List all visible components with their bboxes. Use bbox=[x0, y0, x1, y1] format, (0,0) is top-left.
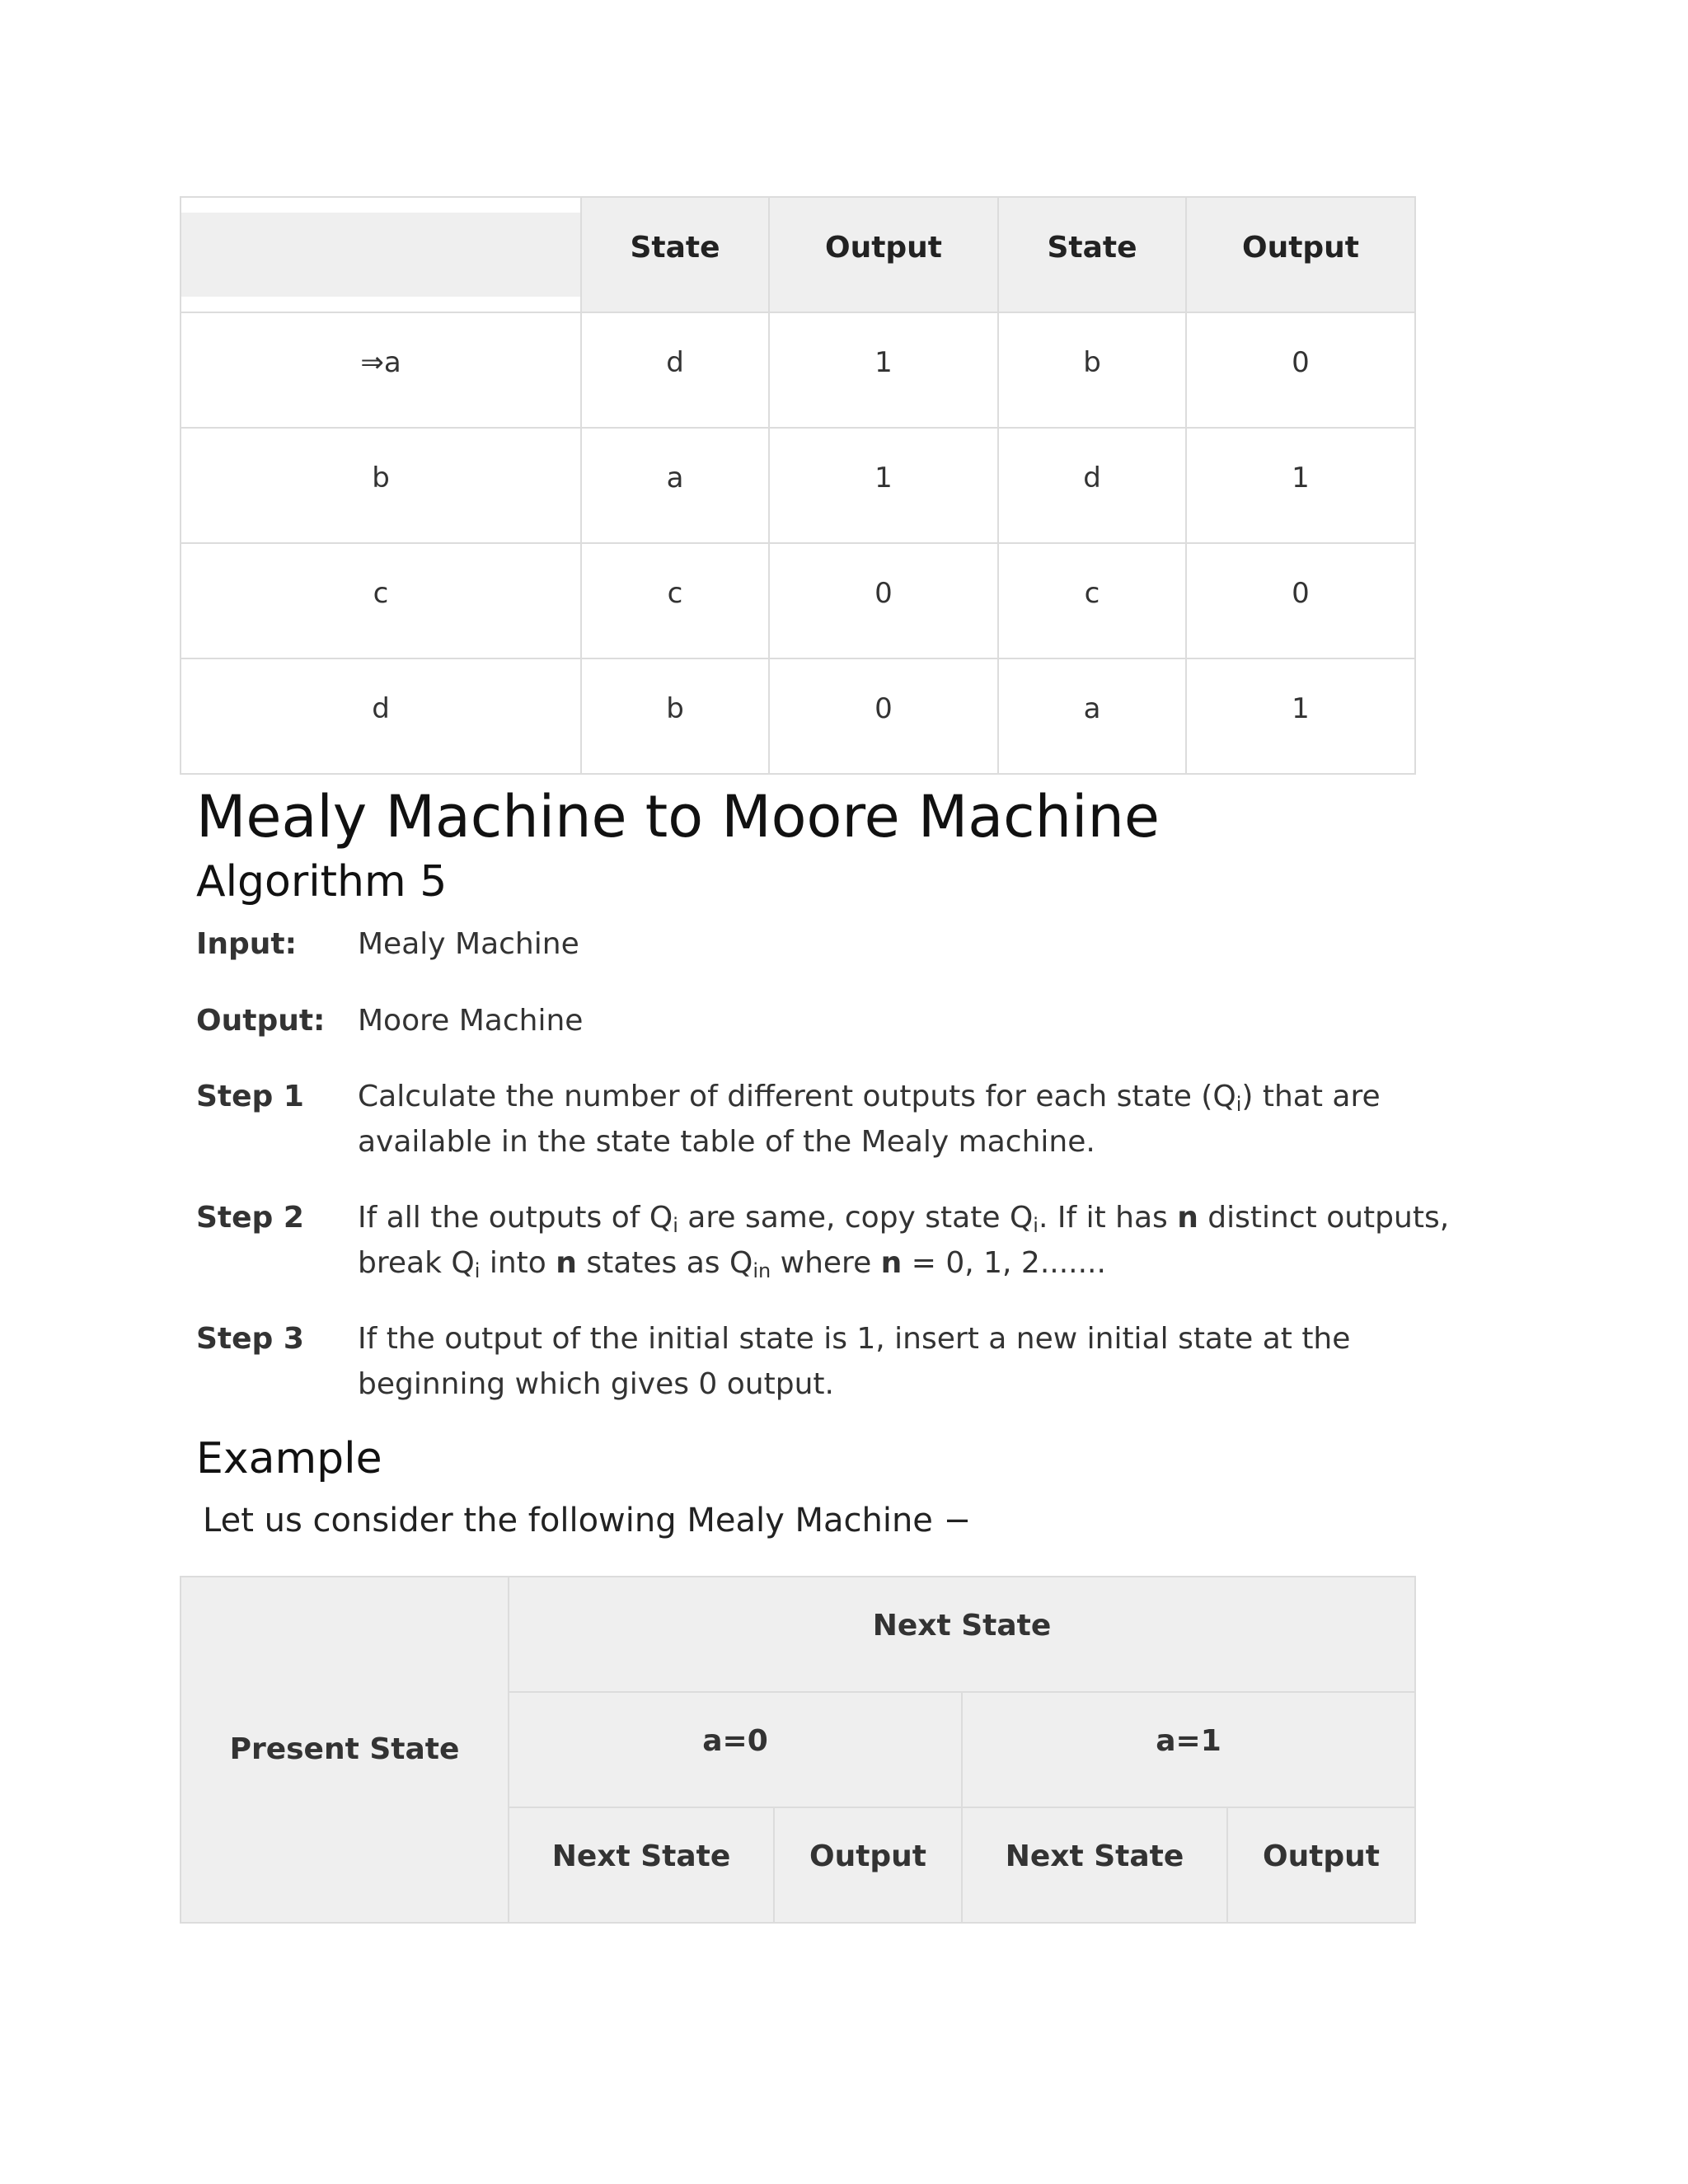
state-table-1 bbox=[180, 196, 1416, 775]
step-2-part: are same, copy state Q bbox=[678, 1201, 1034, 1235]
header-cell: State bbox=[581, 197, 769, 312]
step-1-part: Calculate the number of different outputs for each state (Q bbox=[358, 1080, 1236, 1113]
example-title: Example bbox=[196, 1434, 382, 1483]
table-cell: ⇒a bbox=[181, 312, 581, 428]
table-cell: d bbox=[581, 312, 769, 428]
table-row bbox=[181, 428, 1415, 543]
next-state-header: Next State bbox=[509, 1577, 1415, 1692]
table-cell: b bbox=[998, 312, 1186, 428]
step-1-label: Step 1 bbox=[196, 1080, 304, 1113]
table-cell: 0 bbox=[769, 543, 998, 658]
header-cell: Output bbox=[1186, 197, 1415, 312]
table-cell: d bbox=[181, 658, 581, 774]
subscript: i bbox=[673, 1214, 678, 1237]
algorithm-step-1 bbox=[196, 1074, 1482, 1165]
step-2-part: where bbox=[771, 1246, 881, 1280]
step-1-part: available in the state table of the Mealy machine. bbox=[358, 1125, 1095, 1159]
input-a1-header: a=1 bbox=[962, 1692, 1415, 1807]
step-3-part: beginning which gives 0 output. bbox=[358, 1367, 834, 1401]
table-header-row bbox=[181, 1577, 1415, 1692]
subscript: i bbox=[1236, 1093, 1242, 1116]
present-state-header: Present State bbox=[181, 1577, 509, 1923]
table-cell: 1 bbox=[1186, 658, 1415, 774]
header-cell: Next State bbox=[509, 1807, 774, 1923]
table-cell: a bbox=[998, 658, 1186, 774]
subscript: i bbox=[1033, 1214, 1039, 1237]
step-2-part: states as Q bbox=[576, 1246, 753, 1280]
header-cell-blank bbox=[181, 197, 581, 312]
table-cell: 0 bbox=[1186, 543, 1415, 658]
table-cell: 1 bbox=[1186, 428, 1415, 543]
step-2-part: = 0, 1, 2....... bbox=[902, 1246, 1106, 1280]
algorithm-step-3 bbox=[196, 1316, 1482, 1407]
bold-n: n bbox=[1177, 1201, 1198, 1235]
table-row bbox=[181, 543, 1415, 658]
step-1-part: ) that are bbox=[1241, 1080, 1381, 1113]
table-cell: 0 bbox=[1186, 312, 1415, 428]
algorithm-output-row bbox=[196, 998, 1482, 1043]
mealy-machine-table bbox=[180, 1576, 1416, 1924]
step-2-part: into bbox=[480, 1246, 556, 1280]
output-value: Moore Machine bbox=[358, 1004, 584, 1038]
table-cell: b bbox=[581, 658, 769, 774]
table-row bbox=[181, 658, 1415, 774]
table-cell: a bbox=[581, 428, 769, 543]
header-cell: State bbox=[998, 197, 1186, 312]
table-cell: c bbox=[581, 543, 769, 658]
table-header-row bbox=[181, 197, 1415, 312]
algorithm-step-2 bbox=[196, 1195, 1482, 1286]
table-row bbox=[181, 312, 1415, 428]
table-cell: c bbox=[998, 543, 1186, 658]
header-cell: Output bbox=[1227, 1807, 1415, 1923]
step-2-part: distinct outputs, bbox=[1198, 1201, 1450, 1235]
table-cell: 1 bbox=[769, 312, 998, 428]
step-2-part: If all the outputs of Q bbox=[358, 1201, 673, 1235]
algorithm-input-row bbox=[196, 921, 1482, 967]
table-cell: c bbox=[181, 543, 581, 658]
step-2-part: . If it has bbox=[1038, 1201, 1178, 1235]
step-3-text bbox=[358, 1316, 1512, 1407]
subscript: i bbox=[474, 1259, 481, 1282]
table-cell: b bbox=[181, 428, 581, 543]
bold-n: n bbox=[556, 1246, 577, 1280]
table-cell: 1 bbox=[769, 428, 998, 543]
header-cell: Next State bbox=[962, 1807, 1227, 1923]
step-2-label: Step 2 bbox=[196, 1201, 304, 1235]
header-cell: Output bbox=[774, 1807, 962, 1923]
step-2-text bbox=[358, 1195, 1512, 1286]
input-value: Mealy Machine bbox=[358, 927, 579, 961]
step-2-part: break Q bbox=[358, 1246, 475, 1280]
subscript: in bbox=[753, 1259, 771, 1282]
table-cell: 0 bbox=[769, 658, 998, 774]
bold-n: n bbox=[880, 1246, 903, 1280]
output-label: Output: bbox=[196, 1004, 326, 1038]
input-label: Input: bbox=[196, 927, 298, 961]
table-cell: d bbox=[998, 428, 1186, 543]
example-intro: Let us consider the following Mealy Machine − bbox=[203, 1502, 972, 1540]
header-shade bbox=[181, 213, 580, 297]
step-3-part: If the output of the initial state is 1, insert a new initial state at the bbox=[358, 1322, 1351, 1356]
input-a0-header: a=0 bbox=[509, 1692, 962, 1807]
header-cell: Output bbox=[769, 197, 998, 312]
section-title: Mealy Machine to Moore Machine bbox=[196, 783, 1160, 851]
algorithm-title: Algorithm 5 bbox=[196, 857, 448, 907]
step-3-label: Step 3 bbox=[196, 1322, 304, 1356]
step-1-text bbox=[358, 1074, 1512, 1165]
